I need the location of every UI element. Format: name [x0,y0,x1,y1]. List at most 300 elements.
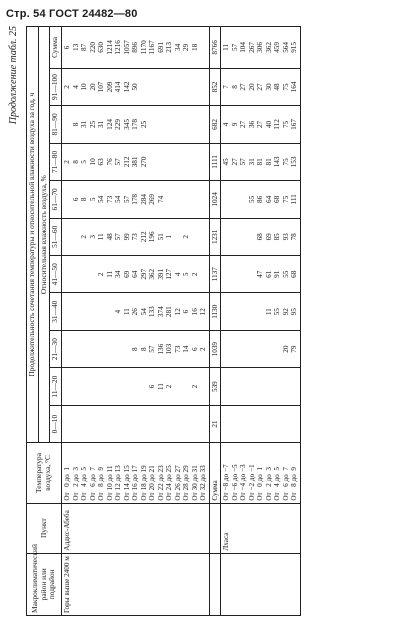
cell-line [72,408,81,440]
cell-line: 2 [63,85,72,89]
cell-line: 57 [114,158,123,166]
value-cell [62,143,210,180]
cell-line: 104 [239,42,248,53]
total-cell: 1111 [209,143,220,180]
cell-line: 48 [105,233,114,241]
cell-line: От 6 до 7 [281,467,290,501]
cell-line: 381 [131,156,140,168]
cell-line [199,71,208,103]
cell-line: 107 [97,81,106,93]
cell-line [157,108,166,140]
cell-line [199,370,208,402]
cell-line: 57 [114,233,123,241]
cell-line: 374 [156,306,165,318]
cell-line: 2 [165,384,174,389]
cell-line: 34 [114,270,123,278]
cell-line [256,408,265,440]
table-row [62,27,210,616]
cell-line: 297 [139,268,148,280]
cell-line: 630 [97,42,106,53]
cell-line [114,370,123,402]
total-cell: 539 [209,368,220,405]
cell-line: 5 [88,197,97,202]
cell-line: От −4 до −3 [239,464,248,501]
cell-line [191,408,200,440]
rotated-table-area [8,26,398,616]
value-cell [221,106,301,143]
humidity-col-header: 71—80 [50,143,62,180]
cell-line [165,183,174,215]
cell-line [106,408,115,440]
cell-line [63,333,72,365]
climate-table [26,26,301,616]
cell-line [174,71,183,103]
cell-line [174,221,183,253]
cell-line: От 4 до 5 [273,467,282,501]
cell-line: 78 [290,233,299,241]
value-cell [221,256,301,293]
cell-line [63,408,72,440]
cell-line [123,408,132,440]
cell-line [140,370,149,402]
cell-line [222,295,231,327]
cell-line: 414 [114,81,123,93]
cell-line: 27 [256,120,265,129]
cell-line [248,333,257,365]
cell-line [191,108,200,140]
region-header: Макроклиматический район или подрайон [27,553,62,615]
cell-line: 12 [173,308,182,316]
cell-line: 8 [230,85,239,89]
cell-line: 178 [131,193,140,205]
humidity-col-header: 31—40 [50,293,62,330]
cell-line: 68 [290,270,299,278]
cell-line [157,408,166,440]
cell-line: 8 [131,347,140,351]
cell-line: 142 [122,81,131,93]
cell-line [248,295,257,327]
cell-line [89,295,98,327]
cell-line: 13 [71,43,80,51]
humidity-col-header: 0—10 [50,405,62,442]
cell-line [97,333,106,365]
region-cell [221,553,301,615]
cell-line [199,408,208,440]
point-cell: Аддис-Абеба [62,503,210,553]
cell-line [114,333,123,365]
cell-line: 63 [97,158,106,166]
cell-line [239,295,248,327]
cell-line: 85 [273,233,282,241]
cell-line: От 14 до 15 [122,465,131,501]
cell-line: 27 [239,83,248,91]
cell-line: 69 [264,233,273,241]
cell-line [165,108,174,140]
duration-header: Продолжительность сочетания температуры и относительной влажности воздуха за год, ч [27,27,39,443]
cell-line [174,408,183,440]
cell-line: 4 [71,85,80,89]
cell-line: От 10 до 11 [105,465,114,501]
empty-cell [209,503,220,553]
cell-line: 55 [273,308,282,316]
cell-line: 79 [290,345,299,353]
cell-line [165,408,174,440]
cell-line: 8 [71,122,80,127]
cell-line [106,370,115,402]
cell-line: 73 [131,233,140,241]
value-cell [221,181,301,218]
empty-cell [209,553,220,615]
cell-line [231,183,240,215]
cell-line [157,146,166,178]
cell-line [89,370,98,402]
cell-line: От −6 до −5 [230,464,239,501]
cell-line [148,71,157,103]
cell-line: 50 [131,83,140,91]
totals-label: Сумма [209,443,220,503]
cell-line [63,370,72,402]
cell-line: 4 [222,122,231,127]
total-cell: 1231 [209,218,220,255]
cell-line [239,221,248,253]
cell-line [148,146,157,178]
temperature-cell [221,443,301,503]
cell-line: От −2 до −1 [247,464,256,501]
cell-line: 27 [239,120,248,129]
cell-line [174,108,183,140]
cell-line: 75 [281,83,290,91]
cell-line [273,408,282,440]
cell-line [182,370,191,402]
cell-line [182,183,191,215]
cell-line: От 4 до 5 [80,467,89,501]
cell-line [72,221,81,253]
cell-line: 55 [281,270,290,278]
cell-line [148,108,157,140]
value-cell [221,218,301,255]
cell-line: 270 [139,156,148,168]
cell-line: 26 [131,308,140,316]
cell-line: 213 [165,42,174,53]
cell-line [174,370,183,402]
cell-line: От 32 до 33 [199,465,208,501]
cell-line: 306 [256,42,265,53]
cell-line: От 0 до 1 [256,467,265,501]
cell-line [199,183,208,215]
cell-line: 25 [88,120,97,129]
value-cell [221,405,301,442]
cell-line [191,146,200,178]
cell-line [273,370,282,402]
cell-line: 20 [247,83,256,91]
cell-line: 64 [264,195,273,203]
cell-line: 212 [122,156,131,168]
cell-line [231,258,240,290]
cell-line: 284 [139,193,148,205]
cell-line: 6 [148,384,157,389]
cell-line: 178 [131,119,140,130]
cell-line: 92 [281,308,290,316]
cell-line: 2 [199,347,208,351]
cell-line: 20 [88,83,97,91]
value-cell [221,27,301,69]
cell-line [191,221,200,253]
cell-line: 11 [156,383,165,391]
cell-line [222,333,231,365]
cell-line: 69 [122,270,131,278]
cell-line [80,333,89,365]
value-cell [62,330,210,367]
cell-line [290,370,299,402]
cell-line [182,408,191,440]
value-cell [62,293,210,330]
cell-line: 2 [80,235,89,239]
cell-line: 112 [273,119,282,130]
cell-line: 103 [165,343,174,355]
cell-line: 1167 [148,40,157,55]
cell-line: 57 [122,195,131,203]
cell-line [239,258,248,290]
cell-line [273,333,282,365]
cell-line [248,370,257,402]
cell-line: 9 [230,122,239,127]
cell-line: 209 [105,81,114,93]
cell-line: 73 [105,195,114,203]
value-cell [62,256,210,293]
cell-line [248,258,257,290]
cell-line: 75 [281,195,290,203]
cell-line: 57 [230,43,239,51]
cell-line: 55 [247,195,256,203]
cell-line: 111 [290,194,299,205]
value-cell [62,405,210,442]
cell-line [97,408,106,440]
cell-line: 31 [80,120,89,129]
cell-line: 164 [290,81,299,93]
cell-line [231,333,240,365]
cell-line [80,408,89,440]
cell-line: 11 [105,270,114,278]
cell-line: От 22 до 23 [156,465,165,501]
cell-line [265,408,274,440]
cell-line [72,370,81,402]
cell-line [165,146,174,178]
cell-line: 391 [156,268,165,280]
humidity-col-header: Сумма [50,27,62,69]
cell-line: 5 [182,272,191,277]
table-row [221,27,301,616]
value-cell [221,68,301,105]
cell-line: 51 [156,233,165,241]
cell-line: 27 [230,158,239,166]
cell-line [191,71,200,103]
cell-line: 124 [105,119,114,130]
humidity-col-header: 91—100 [50,68,62,105]
cell-line [182,71,191,103]
point-header: Пункт [27,503,62,553]
cell-line [80,258,89,290]
cell-line: 143 [273,156,282,168]
cell-line: 40 [264,120,273,129]
cell-line: 281 [165,306,174,318]
cell-line: 47 [256,270,265,278]
cell-line: 75 [281,158,290,166]
cell-line [239,408,248,440]
cell-line: 68 [256,233,265,241]
cell-line: 99 [122,233,131,241]
cell-line [63,258,72,290]
cell-line [157,71,166,103]
humidity-col-header: 41—50 [50,256,62,293]
cell-line: 6 [182,309,191,314]
cell-line: 7 [222,85,231,89]
total-cell: 1039 [209,330,220,367]
cell-line: 362 [148,268,157,280]
cell-line: 18 [190,43,199,51]
cell-line [106,333,115,365]
humidity-group-header: Относительная влажность воздуха, % [38,27,50,443]
cell-line: 10 [88,158,97,166]
cell-line: 31 [247,158,256,166]
cell-line [174,146,183,178]
cell-line: 20 [281,345,290,353]
cell-line [191,183,200,215]
cell-line: 6 [63,45,72,50]
cell-line: 564 [281,42,290,53]
cell-line [80,295,89,327]
cell-line [265,370,274,402]
cell-line: 25 [139,120,148,129]
cell-line [174,183,183,215]
cell-line: 75 [281,120,290,129]
cell-line: 220 [88,42,97,53]
value-cell [62,181,210,218]
cell-line [199,258,208,290]
cell-line [199,221,208,253]
value-cell [62,106,210,143]
cell-line: 267 [247,42,256,53]
cell-line: 36 [247,120,256,129]
cell-line [248,221,257,253]
cell-line: 57 [239,158,248,166]
cell-line [199,29,208,66]
value-cell [62,68,210,105]
cell-line: 76 [105,158,114,166]
cell-line: От 20 до 21 [148,465,157,501]
cell-line: 196 [148,231,157,243]
cell-line: 167 [290,119,299,130]
cell-line [72,333,81,365]
value-cell [221,293,301,330]
cell-line [131,408,140,440]
cell-line: 54 [114,195,123,203]
cell-line: 81 [264,158,273,166]
cell-line: 459 [273,42,282,53]
cell-line: От 12 до 13 [114,465,123,501]
cell-line [231,408,240,440]
cell-line [72,295,81,327]
cell-line: 54 [139,308,148,316]
cell-line: 73 [173,345,182,353]
cell-line: От 8 до 9 [97,467,106,501]
cell-line: 64 [131,270,140,278]
cell-line [239,370,248,402]
cell-line [131,370,140,402]
cell-line: 133 [148,306,157,318]
cell-line [89,408,98,440]
cell-line [222,183,231,215]
cell-line [239,183,248,215]
cell-line [123,370,132,402]
cell-line: 6 [190,347,199,351]
cell-line [256,333,265,365]
cell-line: От 30 до 31 [190,465,199,501]
cell-line: 86 [256,195,265,203]
cell-line [222,221,231,253]
page-header: Стр. 54 ГОСТ 24482—80 [6,8,138,20]
cell-line: 74 [156,195,165,203]
cell-line: 48 [273,83,282,91]
humidity-col-header: 61—70 [50,181,62,218]
cell-line: 4 [114,309,123,314]
cell-line: От 2 до 3 [264,467,273,501]
cell-line: 153 [290,156,299,168]
humidity-col-header: 21—30 [50,330,62,367]
cell-line [222,258,231,290]
cell-line: 16 [190,308,199,316]
value-cell [221,368,301,405]
cell-line [265,333,274,365]
cell-line: 2 [97,272,106,277]
cell-line [114,408,123,440]
value-cell [62,27,210,69]
cell-line: 31 [97,120,106,129]
region-cell: Горы выше 2400 м [62,553,210,615]
cell-line: 91 [273,270,282,278]
point-cell: Лхаса [221,503,301,553]
cell-line: 11 [264,308,273,316]
cell-line [182,146,191,178]
humidity-col-header: 11—20 [50,368,62,405]
cell-line: 212 [139,231,148,243]
cell-line: 2 [182,235,191,239]
cell-line: 61 [264,270,273,278]
cell-line: 269 [148,193,157,205]
cell-line [199,108,208,140]
cell-line: От 18 до 19 [139,465,148,501]
cell-line [222,408,231,440]
cell-line: 95 [290,308,299,316]
cell-line: 57 [148,345,157,353]
cell-line: 8 [139,347,148,351]
cell-line [282,370,291,402]
cell-line: 691 [156,42,165,53]
total-cell: 682 [209,106,220,143]
cell-line: 30 [264,83,273,91]
cell-line: 136 [156,343,165,355]
cell-line: 127 [165,268,174,280]
cell-line [123,333,132,365]
cell-line: 10 [80,83,89,91]
value-cell [62,368,210,405]
cell-line: 11 [122,308,131,316]
cell-line [222,370,231,402]
total-cell: 1137 [209,256,220,293]
cell-line: От 6 до 7 [88,467,97,501]
cell-line: 5 [80,160,89,164]
cell-line: 8 [80,197,89,202]
cell-line: 3 [88,235,97,239]
